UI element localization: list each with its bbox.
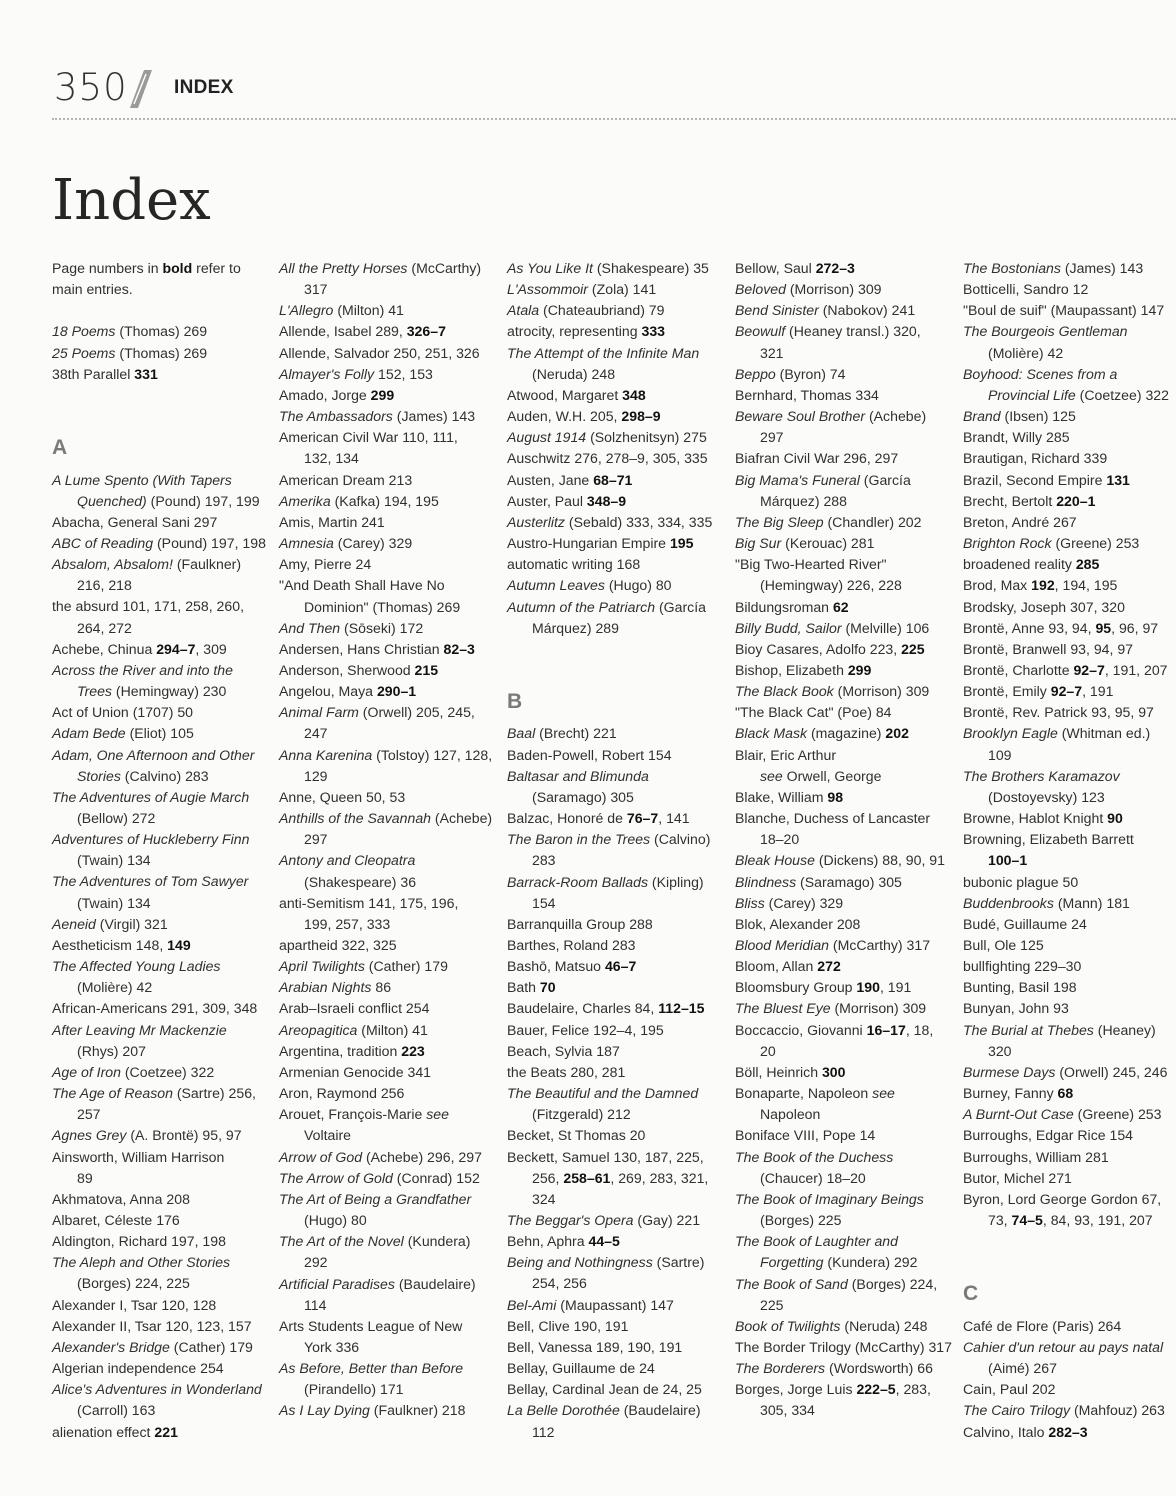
index-entry: The Book of the Duchess (Chaucer) 18–20 — [735, 1148, 894, 1186]
index-entry: Boccaccio, Giovanni 16–17, 18, 20 — [735, 1021, 934, 1059]
index-entry: Brod, Max 192, 194, 195 — [963, 577, 1118, 594]
index-entry: Brand (Ibsen) 125 — [963, 408, 1076, 425]
index-entry: A Lume Spento (With Tapers Quenched) (Pound) 197, 199 — [52, 471, 260, 509]
index-entry: "Boul de suif" (Maupassant) 147 — [963, 302, 1165, 319]
index-entry: The Beautiful and the Damned (Fitzgerald) 212 — [507, 1085, 699, 1123]
index-entry: Arouet, François-Marie see Voltaire — [279, 1106, 449, 1144]
index-entry: Amy, Pierre 24 — [279, 556, 372, 573]
index-entry: Browne, Hablot Knight 90 — [963, 810, 1123, 827]
index-entry: Brazil, Second Empire 131 — [963, 471, 1130, 488]
index-entry: Burney, Fanny 68 — [963, 1085, 1074, 1102]
index-entry: Boyhood: Scenes from a Provincial Life (Coetzee) 322 — [963, 365, 1169, 403]
index-entry: Amerika (Kafka) 194, 195 — [279, 492, 439, 509]
index-entry: The Art of the Novel (Kundera) 292 — [279, 1233, 471, 1271]
index-entry: Austerlitz (Sebald) 333, 334, 335 — [507, 513, 713, 530]
index-entry: Blanche, Duchess of Lancaster 18–20 — [735, 810, 931, 848]
index-entry: A Burnt-Out Case (Greene) 253 — [963, 1106, 1162, 1123]
index-entry: The Ambassadors (James) 143 — [279, 408, 476, 425]
index-entry: Beckett, Samuel 130, 187, 225, 256, 258–61, 269, 283, 321, 324 — [507, 1148, 709, 1207]
index-column-4 — [735, 258, 957, 1422]
index-entry: As I Lay Dying (Faulkner) 218 — [279, 1402, 466, 1419]
index-entry: Black Mask (magazine) 202 — [735, 725, 909, 742]
index-entry: Arab–Israeli conflict 254 — [279, 1000, 430, 1017]
index-entry: The Black Book (Morrison) 309 — [735, 683, 930, 700]
index-entry: Beppo (Byron) 74 — [735, 365, 846, 382]
index-entry: The Cairo Trilogy (Mahfouz) 263 — [963, 1402, 1165, 1419]
index-entry: anti-Semitism 141, 175, 196, 199, 257, 333 — [279, 894, 459, 932]
index-entry: Achebe, Chinua 294–7, 309 — [52, 640, 227, 657]
index-entry: Argentina, tradition 223 — [279, 1042, 425, 1059]
index-entry: Algerian independence 254 — [52, 1360, 224, 1377]
index-entry: Artificial Paradises (Baudelaire) 114 — [279, 1275, 476, 1313]
index-entry: The Border Trilogy (McCarthy) 317 — [735, 1338, 952, 1355]
index-column-3 — [507, 258, 729, 1443]
page-title: Index — [52, 168, 211, 233]
index-entry: The Borderers (Wordsworth) 66 — [735, 1360, 933, 1377]
index-entry: Atala (Chateaubriand) 79 — [507, 302, 665, 319]
index-entry: L'Allegro (Milton) 41 — [279, 302, 404, 319]
index-entry: Böll, Heinrich 300 — [735, 1063, 846, 1080]
index-entry: see Orwell, George — [760, 767, 882, 784]
spacer — [507, 639, 729, 681]
index-entry: The Baron in the Trees (Calvino) 283 — [507, 831, 711, 869]
index-entry: Abacha, General Sani 297 — [52, 513, 218, 530]
index-entry: Bellay, Cardinal Jean de 24, 25 — [507, 1381, 702, 1398]
index-entry: Auschwitz 276, 278–9, 305, 335 — [507, 450, 708, 467]
index-entry: Buddenbrooks (Mann) 181 — [963, 894, 1130, 911]
index-entry: Amnesia (Carey) 329 — [279, 535, 413, 552]
index-entry: broadened reality 285 — [963, 556, 1100, 573]
index-entry: Becket, St Thomas 20 — [507, 1127, 646, 1144]
index-entry: Biafran Civil War 296, 297 — [735, 450, 899, 467]
index-entry: April Twilights (Cather) 179 — [279, 958, 448, 975]
index-entry: Brandt, Willy 285 — [963, 429, 1070, 446]
index-entry: Amado, Jorge 299 — [279, 386, 395, 403]
index-entry: Animal Farm (Orwell) 205, 245, 247 — [279, 704, 475, 742]
index-entry: "And Death Shall Have No Dominion" (Thomas) 269 — [279, 577, 461, 615]
index-entry: L'Assommoir (Zola) 141 — [507, 281, 657, 298]
index-entry: African-Americans 291, 309, 348 — [52, 1000, 258, 1017]
index-entry: alienation effect 221 — [52, 1423, 178, 1440]
index-entry: Across the River and into the Trees (Hemingway) 230 — [52, 661, 233, 700]
index-entry: 38th Parallel 331 — [52, 365, 158, 382]
index-entry: Allende, Salvador 250, 251, 326 — [279, 344, 480, 361]
index-entry: Bishop, Elizabeth 299 — [735, 661, 872, 678]
index-entry: Auden, W.H. 205, 298–9 — [507, 408, 661, 425]
index-entry: Bell, Clive 190, 191 — [507, 1317, 629, 1334]
index-entry: Bashō, Matsuo 46–7 — [507, 958, 637, 975]
spacer — [52, 300, 274, 321]
index-entry: Blair, Eric Arthur — [735, 746, 837, 763]
index-entry: apartheid 322, 325 — [279, 937, 397, 953]
index-entry: August 1914 (Solzhenitsyn) 275 — [507, 429, 707, 446]
index-entry: The Aleph and Other Stories (Borges) 224, 225 — [52, 1254, 231, 1292]
index-entry: Bleak House (Dickens) 88, 90, 91 — [735, 852, 945, 869]
index-entry: Angelou, Maya 290–1 — [279, 683, 417, 700]
index-entry: Anne, Queen 50, 53 — [279, 788, 406, 805]
index-entry: Brontë, Rev. Patrick 93, 95, 97 — [963, 704, 1154, 721]
index-entry: Bel-Ami (Maupassant) 147 — [507, 1296, 674, 1313]
index-entry: Browning, Elizabeth Barrett 100–1 — [963, 831, 1134, 869]
index-entry: Café de Flore (Paris) 264 — [963, 1317, 1122, 1334]
index-entry: Agnes Grey (A. Brontë) 95, 97 — [52, 1127, 242, 1144]
index-entry: Arabian Nights 86 — [279, 979, 392, 996]
index-entry: Arrow of God (Achebe) 296, 297 — [279, 1148, 482, 1165]
index-entry: Beware Soul Brother (Achebe) 297 — [735, 408, 927, 446]
index-entry: Autumn of the Patriarch (García Márquez) 289 — [507, 598, 706, 636]
index-column-2 — [279, 258, 501, 1422]
index-entry: The Age of Reason (Sartre) 256, 257 — [52, 1085, 256, 1123]
index-entry: Big Sur (Kerouac) 281 — [735, 535, 875, 552]
page-number: 350 — [54, 66, 128, 109]
index-entry: Aeneid (Virgil) 321 — [52, 915, 168, 932]
index-entry: Austen, Jane 68–71 — [507, 471, 633, 488]
index-entry: Albaret, Céleste 176 — [52, 1211, 180, 1228]
index-entry: Brighton Rock (Greene) 253 — [963, 535, 1140, 552]
index-entry: Age of Iron (Coetzee) 322 — [52, 1063, 215, 1080]
index-entry: Allende, Isabel 289, 326–7 — [279, 323, 446, 340]
index-entry: "Big Two-Hearted River" (Hemingway) 226, 228 — [735, 556, 902, 594]
index-entry: Blake, William 98 — [735, 788, 844, 805]
index-entry: Alice's Adventures in Wonderland (Carroll) 163 — [52, 1381, 262, 1419]
index-entry: "The Black Cat" (Poe) 84 — [735, 704, 892, 721]
index-entry: ABC of Reading (Pound) 197, 198 — [52, 534, 266, 551]
index-note: main entries. — [52, 281, 133, 298]
index-entry: Bloom, Allan 272 — [735, 958, 841, 975]
index-entry: Arts Students League of New York 336 — [279, 1317, 463, 1355]
index-entry: Burroughs, Edgar Rice 154 — [963, 1127, 1134, 1144]
letter-heading: C — [963, 1282, 979, 1306]
letter-heading: A — [52, 436, 68, 460]
index-entry: Brontë, Charlotte 92–7, 191, 207 — [963, 661, 1168, 678]
index-entry: Beloved (Morrison) 309 — [735, 281, 882, 298]
index-entry: Cain, Paul 202 — [963, 1381, 1056, 1398]
index-entry: The Burial at Thebes (Heaney) 320 — [963, 1021, 1156, 1059]
index-entry: Bunting, Basil 198 — [963, 979, 1077, 996]
index-entry: Beach, Sylvia 187 — [507, 1042, 620, 1059]
index-entry: Burmese Days (Orwell) 245, 246 — [963, 1063, 1168, 1080]
index-entry: Big Mama's Funeral (García Márquez) 288 — [735, 471, 911, 509]
index-note: Page numbers in bold refer to — [52, 260, 241, 276]
index-entry: The Book of Laughter and Forgetting (Kundera) 292 — [735, 1233, 918, 1271]
index-entry: Brodsky, Joseph 307, 320 — [963, 598, 1125, 615]
index-entry: Book of Twilights (Neruda) 248 — [735, 1317, 928, 1334]
index-entry: The Art of Being a Grandfather (Hugo) 80 — [279, 1190, 472, 1229]
index-entry: Brontë, Branwell 93, 94, 97 — [963, 640, 1134, 657]
index-entry: Alexander I, Tsar 120, 128 — [52, 1296, 217, 1313]
index-entry: The Attempt of the Infinite Man (Neruda) 248 — [507, 344, 700, 382]
index-entry: Amis, Martin 241 — [279, 513, 385, 530]
index-entry: Adam, One Afternoon and Other Stories (Calvino) 283 — [52, 746, 255, 784]
index-entry: Akhmatova, Anna 208 — [52, 1190, 190, 1207]
index-entry: Burroughs, William 281 — [963, 1148, 1109, 1165]
index-entry: bullfighting 229–30 — [963, 958, 1082, 975]
index-entry: Alexander II, Tsar 120, 123, 157 — [52, 1317, 252, 1334]
index-column-1 — [52, 258, 274, 1443]
index-entry: Andersen, Hans Christian 82–3 — [279, 640, 475, 657]
index-entry: Barthes, Roland 283 — [507, 936, 636, 953]
index-entry: Bend Sinister (Nabokov) 241 — [735, 302, 916, 319]
index-entry: Being and Nothingness (Sartre) 254, 256 — [507, 1254, 705, 1292]
index-column-5 — [963, 258, 1176, 1443]
index-entry: Brautigan, Richard 339 — [963, 450, 1108, 467]
spacer — [963, 1231, 1176, 1273]
index-entry: Ainsworth, William Harrison 89 — [52, 1148, 225, 1186]
index-entry: The Bostonians (James) 143 — [963, 260, 1144, 276]
index-entry: And Then (Sōseki) 172 — [279, 619, 424, 636]
index-entry: Alexander's Bridge (Cather) 179 — [52, 1338, 253, 1355]
slash-icon — [130, 70, 152, 108]
index-entry: Adam Bede (Eliot) 105 — [52, 725, 194, 742]
index-entry: Barranquilla Group 288 — [507, 915, 653, 932]
index-entry: The Bourgeois Gentleman (Molière) 42 — [963, 323, 1128, 361]
index-entry: Bernhard, Thomas 334 — [735, 386, 879, 403]
index-entry: The Affected Young Ladies (Molière) 42 — [52, 958, 221, 996]
index-entry: atrocity, representing 333 — [507, 323, 665, 340]
index-entry: Autumn Leaves (Hugo) 80 — [507, 577, 672, 594]
index-entry: Blok, Alexander 208 — [735, 915, 861, 932]
index-entry: Baal (Brecht) 221 — [507, 725, 617, 742]
index-entry: The Big Sleep (Chandler) 202 — [735, 513, 922, 530]
index-entry: American Civil War 110, 111, 132, 134 — [279, 429, 458, 467]
index-entry: Baltasar and Blimunda (Saramago) 305 — [507, 767, 649, 805]
letter-heading: B — [507, 690, 523, 714]
index-entry: bubonic plague 50 — [963, 873, 1079, 890]
index-entry: Bellay, Guillaume de 24 — [507, 1360, 655, 1377]
index-entry: The Beggar's Opera (Gay) 221 — [507, 1212, 701, 1228]
index-entry: 25 Poems (Thomas) 269 — [52, 344, 208, 361]
index-entry: Austro-Hungarian Empire 195 — [507, 535, 694, 552]
index-entry: Bauer, Felice 192–4, 195 — [507, 1021, 664, 1038]
index-entry: Bull, Ole 125 — [963, 937, 1044, 953]
index-entry: Bath 70 — [507, 979, 556, 996]
index-entry: The Book of Imaginary Beings (Borges) 225 — [735, 1190, 924, 1229]
index-entry: Billy Budd, Sailor (Melville) 106 — [735, 619, 930, 636]
index-entry: Areopagitica (Milton) 41 — [279, 1021, 428, 1038]
index-entry: Act of Union (1707) 50 — [52, 704, 194, 721]
index-entry: Calvino, Italo 282–3 — [963, 1423, 1088, 1440]
index-entry: Botticelli, Sandro 12 — [963, 281, 1089, 298]
index-entry: After Leaving Mr Mackenzie (Rhys) 207 — [52, 1021, 227, 1059]
index-entry: Almayer's Folly 152, 153 — [279, 365, 433, 382]
index-entry: Byron, Lord George Gordon 67, 73, 74–5, 84, 93, 191, 207 — [963, 1190, 1162, 1229]
index-entry: automatic writing 168 — [507, 556, 641, 573]
index-entry: Bunyan, John 93 — [963, 1000, 1069, 1017]
index-entry: The Book of Sand (Borges) 224, 225 — [735, 1275, 938, 1313]
spacer — [52, 385, 274, 427]
index-entry: Bildungsroman 62 — [735, 598, 849, 615]
index-entry: Bloomsbury Group 190, 191 — [735, 979, 912, 996]
index-entry: Bell, Vanessa 189, 190, 191 — [507, 1338, 683, 1355]
index-entry: Anna Karenina (Tolstoy) 127, 128, 129 — [279, 746, 493, 784]
index-entry: Brooklyn Eagle (Whitman ed.) 109 — [963, 725, 1151, 763]
index-entry: Adventures of Huckleberry Finn (Twain) 134 — [52, 831, 250, 869]
index-entry: Blood Meridian (McCarthy) 317 — [735, 937, 931, 953]
index-entry: La Belle Dorothée (Baudelaire) 112 — [507, 1402, 701, 1440]
index-entry: Blindness (Saramago) 305 — [735, 873, 902, 890]
index-entry: Aestheticism 148, 149 — [52, 936, 191, 953]
running-section-title: INDEX — [174, 77, 234, 98]
index-entry: Bonaparte, Napoleon see Napoleon — [735, 1085, 895, 1123]
index-entry: the Beats 280, 281 — [507, 1063, 626, 1080]
index-entry: Bioy Casares, Adolfo 223, 225 — [735, 640, 925, 657]
index-entry: The Arrow of Gold (Conrad) 152 — [279, 1169, 480, 1186]
index-entry: Balzac, Honoré de 76–7, 141 — [507, 810, 690, 827]
index-entry: Anderson, Sherwood 215 — [279, 661, 439, 678]
index-entry: The Adventures of Tom Sawyer (Twain) 134 — [52, 873, 249, 911]
index-entry: Absalom, Absalom! (Faulkner) 216, 218 — [52, 556, 242, 594]
index-entry: All the Pretty Horses (McCarthy) 317 — [279, 260, 482, 298]
index-entry: American Dream 213 — [279, 471, 413, 488]
index-entry: Baudelaire, Charles 84, 112–15 — [507, 1000, 705, 1017]
index-entry: Borges, Jorge Luis 222–5, 283, 305, 334 — [735, 1381, 931, 1419]
index-entry: Aron, Raymond 256 — [279, 1085, 405, 1102]
index-entry: The Adventures of Augie March (Bellow) 272 — [52, 788, 250, 827]
index-entry: 18 Poems (Thomas) 269 — [52, 323, 208, 340]
index-entry: The Bluest Eye (Morrison) 309 — [735, 1000, 927, 1017]
index-entry: The Brothers Karamazov (Dostoyevsky) 123 — [963, 767, 1120, 805]
index-entry: Brontë, Anne 93, 94, 95, 96, 97 — [963, 619, 1159, 636]
index-entry: Antony and Cleopatra (Shakespeare) 36 — [279, 852, 417, 890]
index-entry: the absurd 101, 171, 258, 260, 264, 272 — [52, 598, 244, 636]
index-entry: Atwood, Margaret 348 — [507, 386, 646, 403]
header-divider — [52, 118, 1176, 120]
index-entry: Brontë, Emily 92–7, 191 — [963, 683, 1114, 700]
index-entry: Brecht, Bertolt 220–1 — [963, 492, 1096, 509]
index-entry: Budé, Guillaume 24 — [963, 915, 1087, 932]
index-entry: As Before, Better than Before (Pirandello) 171 — [279, 1360, 464, 1398]
index-entry: Behn, Aphra 44–5 — [507, 1233, 620, 1250]
index-entry: Bliss (Carey) 329 — [735, 894, 844, 911]
index-entry: Bellow, Saul 272–3 — [735, 260, 855, 276]
index-entry: Barrack-Room Ballads (Kipling) 154 — [507, 873, 704, 911]
index-entry: Armenian Genocide 341 — [279, 1063, 431, 1080]
index-entry: Cahier d'un retour au pays natal (Aimé) 267 — [963, 1338, 1164, 1377]
index-entry: Aldington, Richard 197, 198 — [52, 1233, 226, 1250]
index-entry: Anthills of the Savannah (Achebe) 297 — [279, 810, 493, 848]
index-entry: Boniface VIII, Pope 14 — [735, 1127, 876, 1144]
index-entry: Butor, Michel 271 — [963, 1169, 1072, 1186]
index-entry: Baden-Powell, Robert 154 — [507, 746, 672, 763]
index-entry: Auster, Paul 348–9 — [507, 492, 627, 509]
index-entry: As You Like It (Shakespeare) 35 — [507, 260, 709, 276]
index-entry: Beowulf (Heaney transl.) 320, 321 — [735, 323, 921, 361]
index-entry: Breton, André 267 — [963, 513, 1077, 530]
